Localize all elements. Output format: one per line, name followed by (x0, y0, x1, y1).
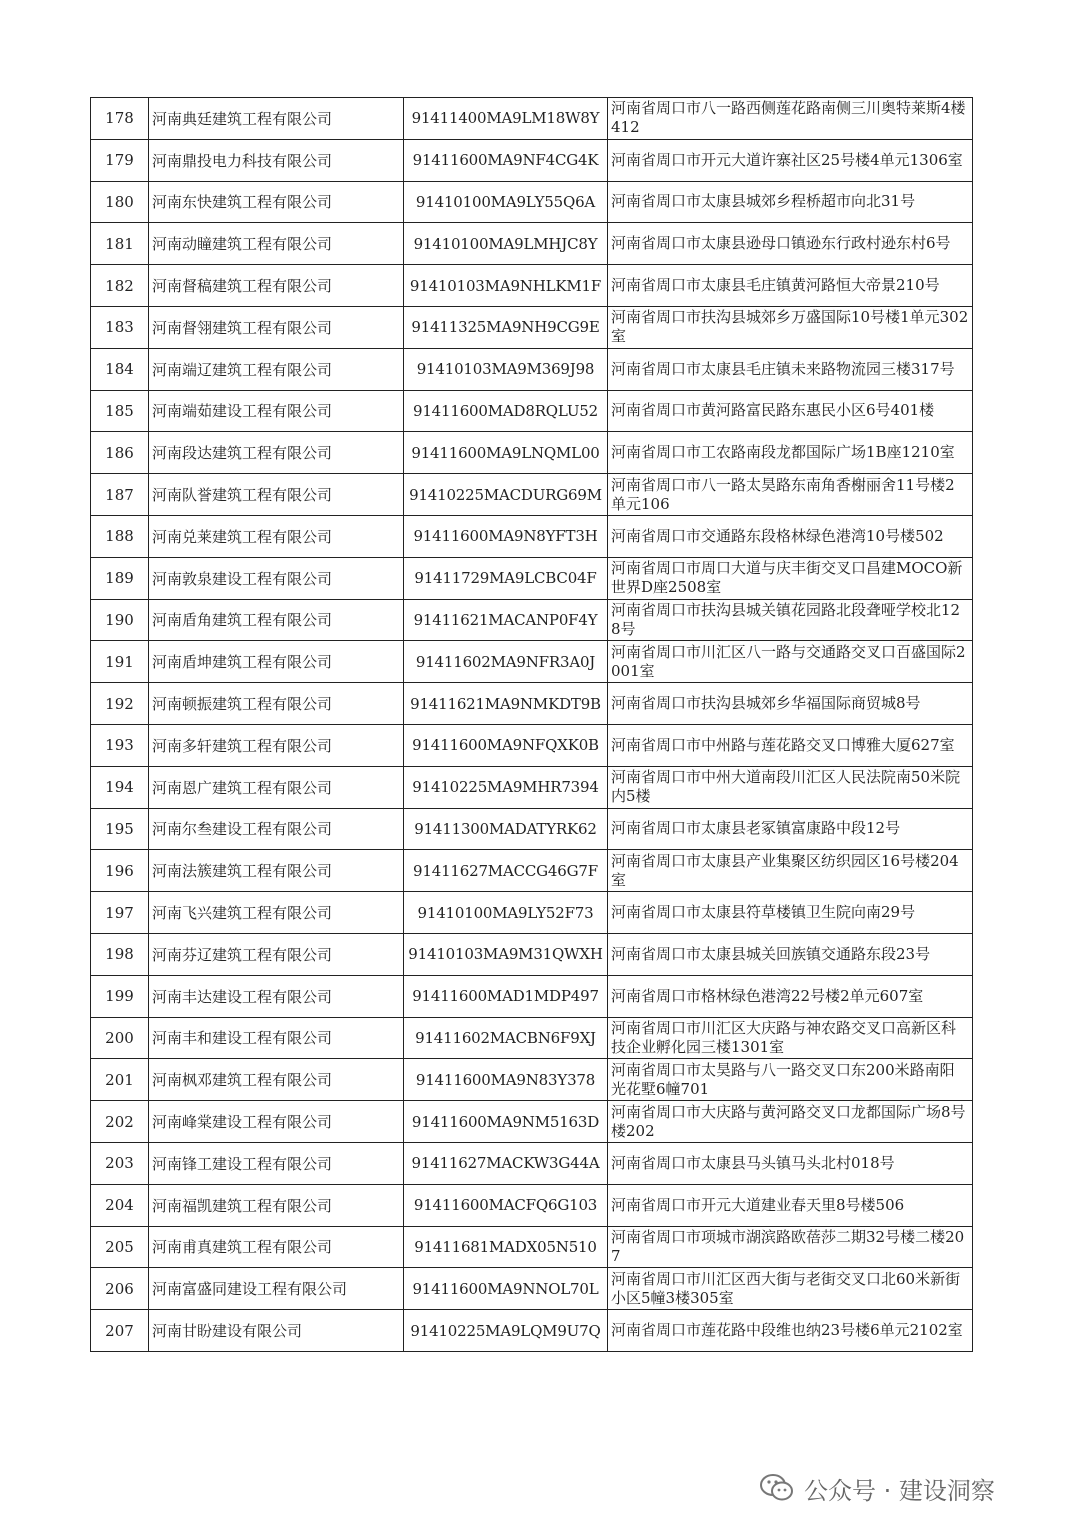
row-number: 182 (91, 265, 149, 307)
wechat-icon (760, 1473, 794, 1503)
company-address: 河南省周口市太康县毛庄镇未来路物流园三楼317号 (608, 348, 973, 390)
table-row (91, 933, 973, 975)
credit-code: 91411600MA9NM5163D (404, 1101, 608, 1143)
company-address: 河南省周口市太康县逊母口镇逊东行政村逊东村6号 (608, 223, 973, 265)
credit-code: 91411600MA9LNQML00 (404, 432, 608, 474)
row-number: 181 (91, 223, 149, 265)
company-name: 河南多轩建筑工程有限公司 (149, 724, 404, 766)
table-row (91, 766, 973, 808)
credit-code: 91411600MA9NFQXK0B (404, 724, 608, 766)
company-name: 河南典廷建筑工程有限公司 (149, 98, 404, 140)
credit-code: 91411627MACKW3G44A (404, 1142, 608, 1184)
row-number: 178 (91, 98, 149, 140)
credit-code: 91410100MA9LY52F73 (404, 892, 608, 934)
table-row (91, 1226, 973, 1268)
table-row (91, 683, 973, 725)
row-number: 195 (91, 808, 149, 850)
credit-code: 91411600MA9N8YFT3H (404, 515, 608, 557)
credit-code: 91410225MA9LQM9U7Q (404, 1310, 608, 1352)
table-row (91, 1184, 973, 1226)
row-number: 196 (91, 850, 149, 892)
company-address: 河南省周口市中州大道南段川汇区人民法院南50米院内5楼 (608, 766, 973, 808)
company-address: 河南省周口市八一路西侧莲花路南侧三川奥特莱斯4楼412 (608, 98, 973, 140)
company-name: 河南丰达建设工程有限公司 (149, 975, 404, 1017)
company-address: 河南省周口市扶沟县城郊乡华福国际商贸城8号 (608, 683, 973, 725)
company-address: 河南省周口市川汇区大庆路与神农路交叉口高新区科技企业孵化园三楼1301室 (608, 1017, 973, 1059)
row-number: 187 (91, 474, 149, 516)
company-name: 河南督翎建筑工程有限公司 (149, 306, 404, 348)
company-name: 河南枫邓建筑工程有限公司 (149, 1059, 404, 1101)
credit-code: 91411681MADX05N510 (404, 1226, 608, 1268)
company-address: 河南省周口市开元大道建业春天里8号楼506 (608, 1184, 973, 1226)
company-address: 河南省周口市太昊路与八一路交叉口东200米路南阳光花墅6幢701 (608, 1059, 973, 1101)
table-row (91, 641, 973, 683)
company-name: 河南队誉建筑工程有限公司 (149, 474, 404, 516)
company-name: 河南盾坤建筑工程有限公司 (149, 641, 404, 683)
table-row (91, 1017, 973, 1059)
credit-code: 91411627MACCG46G7F (404, 850, 608, 892)
row-number: 206 (91, 1268, 149, 1310)
credit-code: 91411325MA9NH9CG9E (404, 306, 608, 348)
row-number: 190 (91, 599, 149, 641)
company-name: 河南法簇建筑工程有限公司 (149, 850, 404, 892)
company-name: 河南峰棠建设工程有限公司 (149, 1101, 404, 1143)
credit-code: 91410103MA9NHLKM1F (404, 265, 608, 307)
company-name: 河南甘盼建设有限公司 (149, 1310, 404, 1352)
credit-code: 91410103MA9M31QWXH (404, 933, 608, 975)
credit-code: 91411602MACBN6F9XJ (404, 1017, 608, 1059)
table-row (91, 850, 973, 892)
company-name: 河南兑莱建筑工程有限公司 (149, 515, 404, 557)
row-number: 207 (91, 1310, 149, 1352)
table-row (91, 599, 973, 641)
row-number: 204 (91, 1184, 149, 1226)
company-address: 河南省周口市太康县产业集聚区纺织园区16号楼204室 (608, 850, 973, 892)
credit-code: 91410100MA9LY55Q6A (404, 181, 608, 223)
company-name: 河南尔叁建设工程有限公司 (149, 808, 404, 850)
row-number: 198 (91, 933, 149, 975)
credit-code: 91411729MA9LCBC04F (404, 557, 608, 599)
company-name: 河南恩广建筑工程有限公司 (149, 766, 404, 808)
company-name: 河南锋工建设工程有限公司 (149, 1142, 404, 1184)
company-address: 河南省周口市大庆路与黄河路交叉口龙都国际广场8号楼202 (608, 1101, 973, 1143)
credit-code: 91411600MA9N83Y378 (404, 1059, 608, 1101)
table-row (91, 348, 973, 390)
company-table (90, 97, 973, 1352)
table-row (91, 306, 973, 348)
watermark-text: 公众号 · 建设洞察 (804, 1476, 995, 1505)
company-address: 河南省周口市八一路太昊路东南角香榭丽舍11号楼2单元106 (608, 474, 973, 516)
company-name: 河南福凯建筑工程有限公司 (149, 1184, 404, 1226)
table-row (91, 1310, 973, 1352)
company-address: 河南省周口市太康县老冢镇富康路中段12号 (608, 808, 973, 850)
table-row (91, 98, 973, 140)
company-address: 河南省周口市工农路南段龙都国际广场1B座1210室 (608, 432, 973, 474)
company-address: 河南省周口市太康县城关回族镇交通路东段23号 (608, 933, 973, 975)
watermark (760, 1468, 995, 1508)
company-table-body (91, 98, 973, 1352)
table-row (91, 1268, 973, 1310)
credit-code: 91411600MA9NF4CG4K (404, 139, 608, 181)
company-address: 河南省周口市黄河路富民路东惠民小区6号401楼 (608, 390, 973, 432)
company-name: 河南动瞳建筑工程有限公司 (149, 223, 404, 265)
table-row (91, 432, 973, 474)
credit-code: 91411621MA9NMKDT9B (404, 683, 608, 725)
table-row (91, 808, 973, 850)
company-address: 河南省周口市川汇区西大街与老街交叉口北60米新街小区5幢3楼305室 (608, 1268, 973, 1310)
credit-code: 91411600MA9NNOL70L (404, 1268, 608, 1310)
row-number: 200 (91, 1017, 149, 1059)
company-name: 河南段达建筑工程有限公司 (149, 432, 404, 474)
credit-code: 91411602MA9NFR3A0J (404, 641, 608, 683)
row-number: 191 (91, 641, 149, 683)
table-row (91, 1101, 973, 1143)
row-number: 189 (91, 557, 149, 599)
row-number: 188 (91, 515, 149, 557)
row-number: 205 (91, 1226, 149, 1268)
row-number: 192 (91, 683, 149, 725)
row-number: 202 (91, 1101, 149, 1143)
company-address: 河南省周口市扶沟县城关镇花园路北段聋哑学校北128号 (608, 599, 973, 641)
company-name: 河南甫真建筑工程有限公司 (149, 1226, 404, 1268)
credit-code: 91411600MAD1MDP497 (404, 975, 608, 1017)
credit-code: 91410225MACDURG69M (404, 474, 608, 516)
company-address: 河南省周口市太康县城郊乡程桥超市向北31号 (608, 181, 973, 223)
table-row (91, 181, 973, 223)
company-name: 河南督稿建筑工程有限公司 (149, 265, 404, 307)
company-address: 河南省周口市扶沟县城郊乡万盛国际10号楼1单元302室 (608, 306, 973, 348)
credit-code: 91410103MA9M369J98 (404, 348, 608, 390)
company-name: 河南盾角建筑工程有限公司 (149, 599, 404, 641)
company-name: 河南敦泉建设工程有限公司 (149, 557, 404, 599)
row-number: 193 (91, 724, 149, 766)
row-number: 180 (91, 181, 149, 223)
credit-code: 91410225MA9MHR7394 (404, 766, 608, 808)
table-row (91, 265, 973, 307)
credit-code: 91410100MA9LMHJC8Y (404, 223, 608, 265)
table-row (91, 1059, 973, 1101)
credit-code: 91411600MAD8RQLU52 (404, 390, 608, 432)
credit-code: 91411400MA9LM18W8Y (404, 98, 608, 140)
company-address: 河南省周口市莲花路中段维也纳23号楼6单元2102室 (608, 1310, 973, 1352)
credit-code: 91411300MADATYRK62 (404, 808, 608, 850)
company-address: 河南省周口市太康县毛庄镇黄河路恒大帝景210号 (608, 265, 973, 307)
table-row (91, 892, 973, 934)
company-name: 河南富盛同建设工程有限公司 (149, 1268, 404, 1310)
company-address: 河南省周口市格林绿色港湾22号楼2单元607室 (608, 975, 973, 1017)
table-row (91, 390, 973, 432)
row-number: 186 (91, 432, 149, 474)
company-name: 河南芬辽建筑工程有限公司 (149, 933, 404, 975)
company-name: 河南东快建筑工程有限公司 (149, 181, 404, 223)
row-number: 197 (91, 892, 149, 934)
company-name: 河南顿振建筑工程有限公司 (149, 683, 404, 725)
row-number: 199 (91, 975, 149, 1017)
credit-code: 91411600MACFQ6G103 (404, 1184, 608, 1226)
row-number: 179 (91, 139, 149, 181)
company-name: 河南端茹建设工程有限公司 (149, 390, 404, 432)
table-row (91, 975, 973, 1017)
credit-code: 91411621MACANP0F4Y (404, 599, 608, 641)
company-address: 河南省周口市项城市湖滨路欧蓓莎二期32号楼二楼207 (608, 1226, 973, 1268)
company-address: 河南省周口市太康县符草楼镇卫生院向南29号 (608, 892, 973, 934)
table-row (91, 724, 973, 766)
row-number: 184 (91, 348, 149, 390)
table-row (91, 474, 973, 516)
company-address: 河南省周口市中州路与莲花路交叉口博雅大厦627室 (608, 724, 973, 766)
company-address: 河南省周口市太康县马头镇马头北村018号 (608, 1142, 973, 1184)
company-address: 河南省周口市交通路东段格林绿色港湾10号楼502 (608, 515, 973, 557)
row-number: 185 (91, 390, 149, 432)
company-name: 河南飞兴建筑工程有限公司 (149, 892, 404, 934)
company-name: 河南端辽建筑工程有限公司 (149, 348, 404, 390)
row-number: 194 (91, 766, 149, 808)
table-row (91, 223, 973, 265)
table-row (91, 515, 973, 557)
company-address: 河南省周口市开元大道许寨社区25号楼4单元1306室 (608, 139, 973, 181)
table-row (91, 139, 973, 181)
row-number: 183 (91, 306, 149, 348)
row-number: 201 (91, 1059, 149, 1101)
table-row (91, 1142, 973, 1184)
table-row (91, 557, 973, 599)
company-name: 河南丰和建设工程有限公司 (149, 1017, 404, 1059)
company-name: 河南鼎投电力科技有限公司 (149, 139, 404, 181)
company-address: 河南省周口市周口大道与庆丰街交叉口昌建MOCO新世界D座2508室 (608, 557, 973, 599)
row-number: 203 (91, 1142, 149, 1184)
company-address: 河南省周口市川汇区八一路与交通路交叉口百盛国际2001室 (608, 641, 973, 683)
